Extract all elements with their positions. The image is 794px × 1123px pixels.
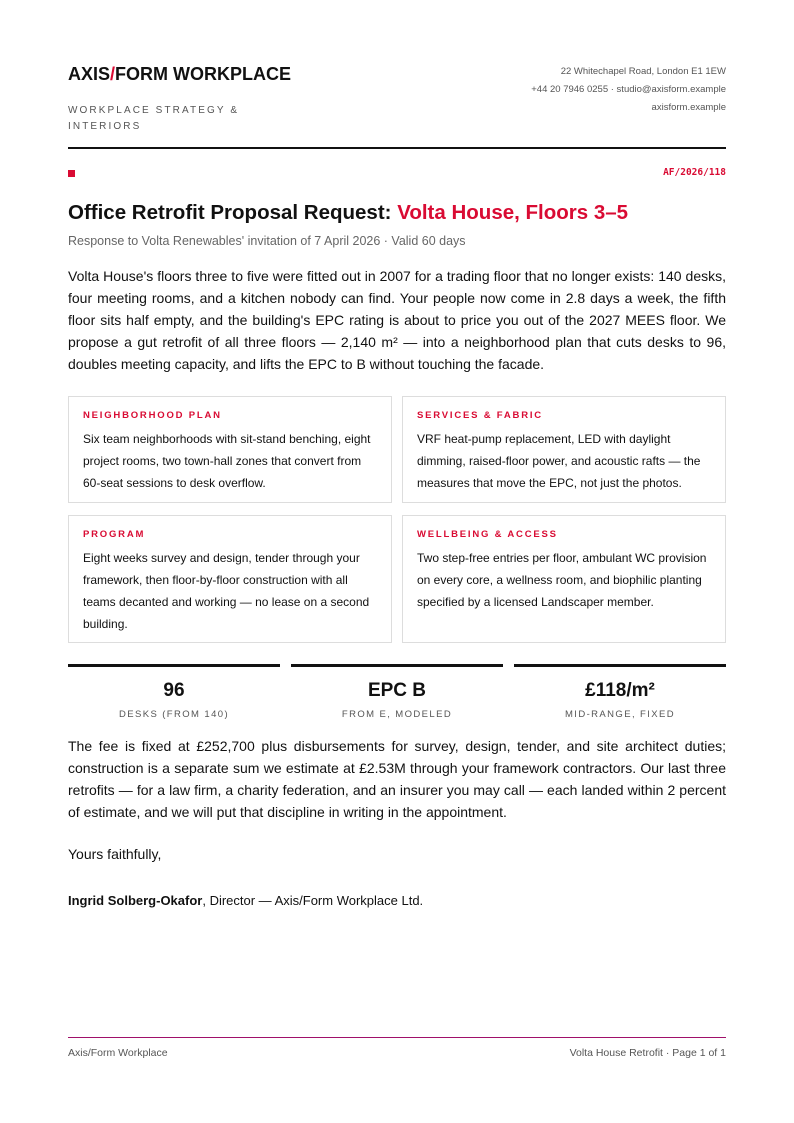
signature-line (68, 890, 423, 912)
stat-desks (68, 664, 280, 722)
card-neighborhood-plan (68, 396, 392, 503)
reference-number: AF/2026/118 (663, 167, 726, 178)
footer-divider (68, 1037, 726, 1038)
stat-value: EPC B (367, 680, 427, 701)
stat-label: MID-RANGE, FIXED (564, 709, 675, 720)
intro-paragraph: Volta House's floors three to five were fitted out in 2007 for a trading floor that no longer exists: 140 desks, four meeting rooms, and a kitchen nobody can find. Your people now come in 2.8 days a week, the fifth floor sits half empty, and the building's EPC rating is about to price you out of the 2027 MEES floor. We propose a gut retrofit of all three floors — 2,140 m² — into a neighborhood plan that cuts desks to 96, doubles meeting capacity, and lifts the EPC to B without touching the facade. (68, 268, 726, 372)
page-title (68, 200, 726, 226)
contact-phone-email: +44 20 7946 0255 · studio@axisform.example (531, 84, 726, 95)
contact-website: axisform.example (651, 102, 726, 113)
card-title: WELLBEING & ACCESS (417, 529, 558, 540)
stat-label: FROM E, MODELED (341, 709, 453, 720)
letter-page (68, 0, 726, 1123)
brand-part1: AXIS (68, 64, 111, 84)
card-body: VRF heat-pump replacement, LED with daylight dimming, raised-floor power, and acoustic rafts — the measures that move the EPC, not just the photos. (417, 432, 701, 490)
header-divider (68, 147, 726, 149)
signatory-role: , Director — Axis/Form Workplace Ltd. (202, 893, 424, 908)
brand-tagline: WORKPLACE STRATEGY & INTERIORS (68, 105, 240, 132)
brand-part2: FORM WORKPLACE (115, 64, 292, 84)
stat-value: 96 (163, 680, 185, 701)
signatory-name: Ingrid Solberg-Okafor (68, 893, 203, 908)
page-subtitle: Response to Volta Renewables' invitation of 7 April 2026 · Valid 60 days (68, 234, 466, 248)
stat-cost (514, 664, 726, 722)
card-title: PROGRAM (83, 529, 146, 540)
card-program (68, 515, 392, 643)
closing-paragraph: The fee is fixed at £252,700 plus disbursements for survey, design, tender, and site architect duties; construction is a separate sum we estimate at £2.53M through your framework contractors. Our last three retrofits — for a law firm, a charity federation, and an insurer you may call — each landed within 2 percent of estimate, and we will put that discipline in writing in the appointment. (68, 738, 726, 820)
card-title: NEIGHBORHOOD PLAN (83, 410, 222, 421)
stat-value: £118/m² (585, 680, 655, 701)
card-body: Two step-free entries per floor, ambulant WC provision on every core, a wellness room, and biophilic planting specified by a licensed Landscaper member. (417, 551, 707, 609)
card-services-fabric (402, 396, 726, 503)
brand-slash: / (110, 64, 116, 84)
stat-label: DESKS (FROM 140) (118, 709, 230, 720)
footer-page-info: Volta House Retrofit · Page 1 of 1 (569, 1047, 726, 1059)
brand-logo (68, 63, 291, 85)
letterhead (68, 63, 726, 133)
stat-epc (291, 664, 503, 722)
footer-company: Axis/Form Workplace (68, 1047, 168, 1059)
contact-address: 22 Whitechapel Road, London E1 1EW (560, 66, 726, 77)
card-title: SERVICES & FABRIC (417, 410, 543, 421)
title-lead: Office Retrofit Proposal Request: (68, 201, 398, 224)
card-body: Six team neighborhoods with sit-stand benching, eight project rooms, two town-hall zones that convert from 60-seat sessions to desk overflow. (83, 432, 371, 490)
card-wellbeing-access (402, 515, 726, 643)
contact-block (531, 63, 726, 117)
card-body: Eight weeks survey and design, tender through your framework, then floor-by-floor construction with all teams decanted and working — no lease on a second building. (83, 551, 370, 631)
title-accent: Volta House, Floors 3–5 (397, 201, 629, 224)
salutation: Yours faithfully, (68, 846, 162, 862)
accent-square-icon (68, 170, 75, 177)
